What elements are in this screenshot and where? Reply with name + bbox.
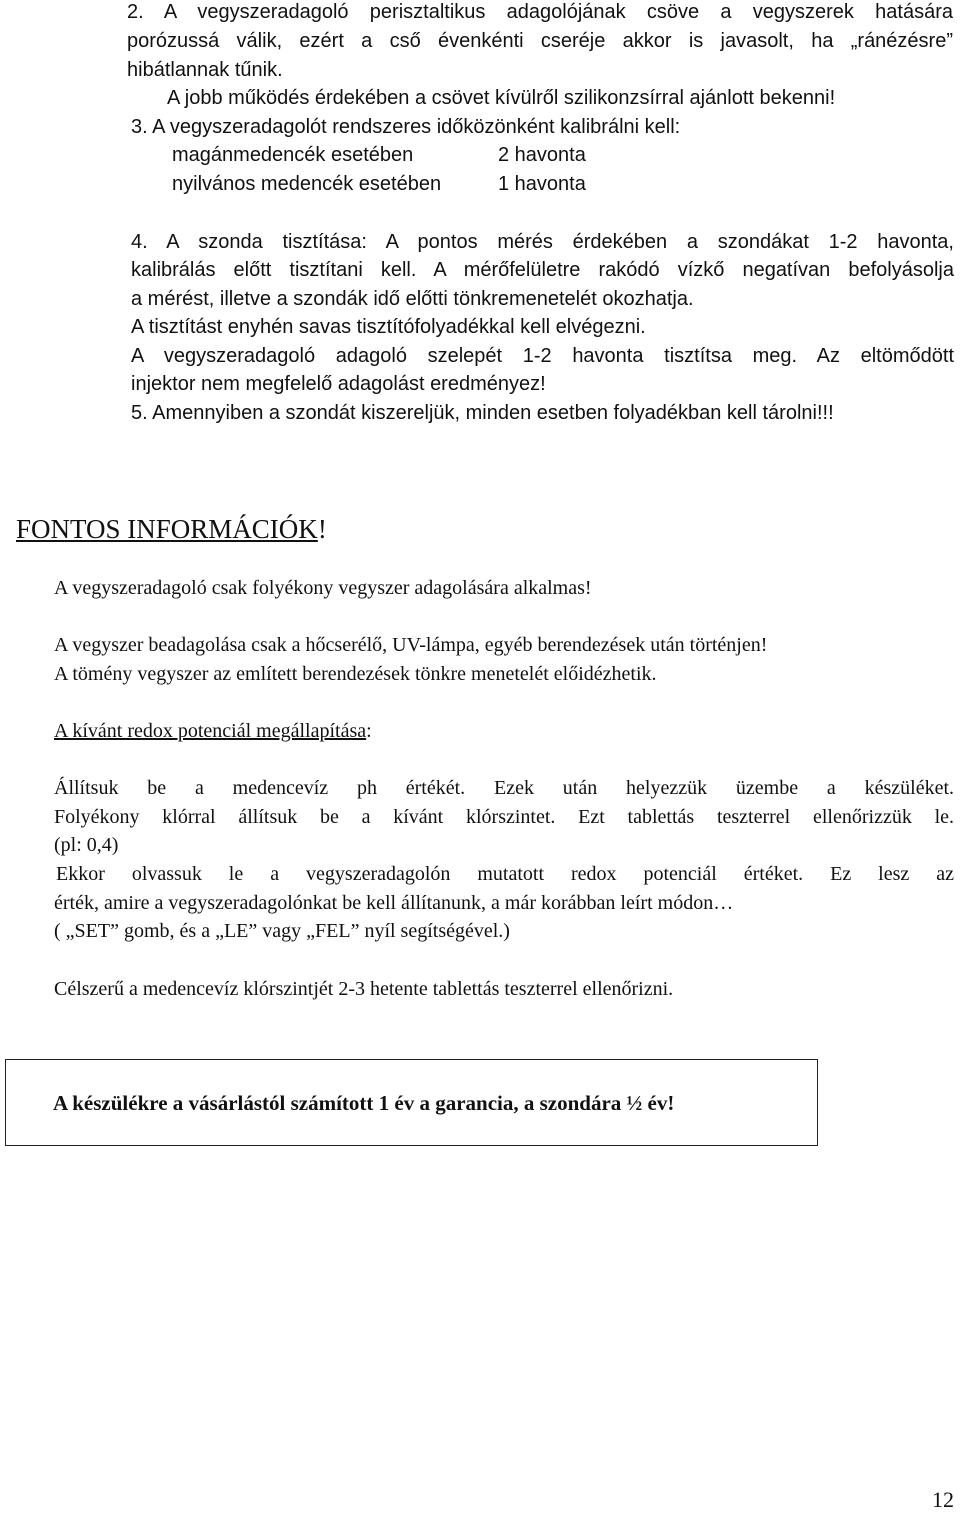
important-p3-line3: (pl: 0,4) xyxy=(54,834,119,856)
item3-line1: 3. A vegyszeradagolót rendszeres időközönként kalibrálni kell: xyxy=(131,116,681,138)
item2-line1: 2. A vegyszeradagoló perisztaltikus adagolójának csöve a vegyszerek hatására xyxy=(127,1,953,23)
item2-line4: A jobb működés érdekében a csövet kívülről szilikonzsírral ajánlott bekenni! xyxy=(167,87,836,109)
important-heading-text: FONTOS INFORMÁCIÓK xyxy=(16,514,318,544)
important-p4-line2: érték, amire a vegyszeradagolónkat be kell állítanunk, a már korábban leírt módon… xyxy=(54,892,734,914)
important-p2-line2: A tömény vegyszer az említett berendezések tönkre menetelét előidézhetik. xyxy=(54,663,657,685)
item4-line1: 4. A szonda tisztítása: A pontos mérés érdekében a szondákat 1-2 havonta, xyxy=(131,231,954,253)
important-heading-suffix: ! xyxy=(317,514,327,544)
important-p1: A vegyszeradagoló csak folyékony vegyszer adagolására alkalmas! xyxy=(54,577,592,599)
item3-row2-label: nyilvános medencék esetében xyxy=(172,173,442,195)
item4-line6: injektor nem megfelelő adagolást eredményez! xyxy=(131,373,546,395)
warranty-box xyxy=(5,1059,818,1146)
important-p4-line1: Ekkor olvassuk le a vegyszeradagolón mutatott redox potenciál értéket. Ez lesz az xyxy=(56,863,954,885)
important-p4-line3: ( „SET” gomb, és a „LE” vagy „FEL” nyíl segítségével.) xyxy=(54,920,510,942)
important-p3-line2: Folyékony klórral állítsuk be a kívánt klórszintet. Ezt tablettás teszterrel ellenőrizzük le. xyxy=(54,806,954,828)
important-p2-line1: A vegyszer beadagolása csak a hőcserélő, UV-lámpa, egyéb berendezések után történjen! xyxy=(54,634,768,656)
item4-line5: A vegyszeradagoló adagoló szelepét 1-2 havonta tisztítsa meg. Az eltömődött xyxy=(131,345,954,367)
item3-row1-label: magánmedencék esetében xyxy=(172,144,414,166)
item4-line3: a mérést, illetve a szondák idő előtti tönkremenetelét okozhatja. xyxy=(131,288,694,310)
item3-row1-value: 2 havonta xyxy=(498,144,586,166)
redox-subheading xyxy=(54,719,372,743)
item2-line3: hibátlannak tűnik. xyxy=(127,59,283,81)
redox-subheading-suffix: : xyxy=(366,720,372,742)
important-p5: Célszerű a medencevíz klórszintjét 2-3 hetente tablettás teszterrel ellenőrizni. xyxy=(54,978,674,1000)
important-p3-line1: Állítsuk be a medencevíz ph értékét. Ezek után helyezzük üzembe a készüléket. xyxy=(54,777,954,799)
warranty-text: A készülékre a vásárlástól számított 1 év a garancia, a szondára ½ év! xyxy=(53,1091,675,1115)
item5-line: 5. Amennyiben a szondát kiszereljük, minden esetben folyadékban kell tárolni!!! xyxy=(131,402,834,424)
item4-line4: A tisztítást enyhén savas tisztítófolyadékkal kell elvégezni. xyxy=(131,316,646,338)
important-heading xyxy=(16,513,327,545)
item3-row2-value: 1 havonta xyxy=(498,173,586,195)
page-number: 12 xyxy=(932,1487,954,1512)
redox-subheading-text: A kívánt redox potenciál megállapítása xyxy=(54,720,367,742)
item2-line2: porózussá válik, ezért a cső évenkénti cseréje akkor is javasolt, ha „ránézésre” xyxy=(127,30,953,52)
item4-line2: kalibrálás előtt tisztítani kell. A mérőfelületre rakódó vízkő negatívan befolyásolja xyxy=(131,259,954,281)
